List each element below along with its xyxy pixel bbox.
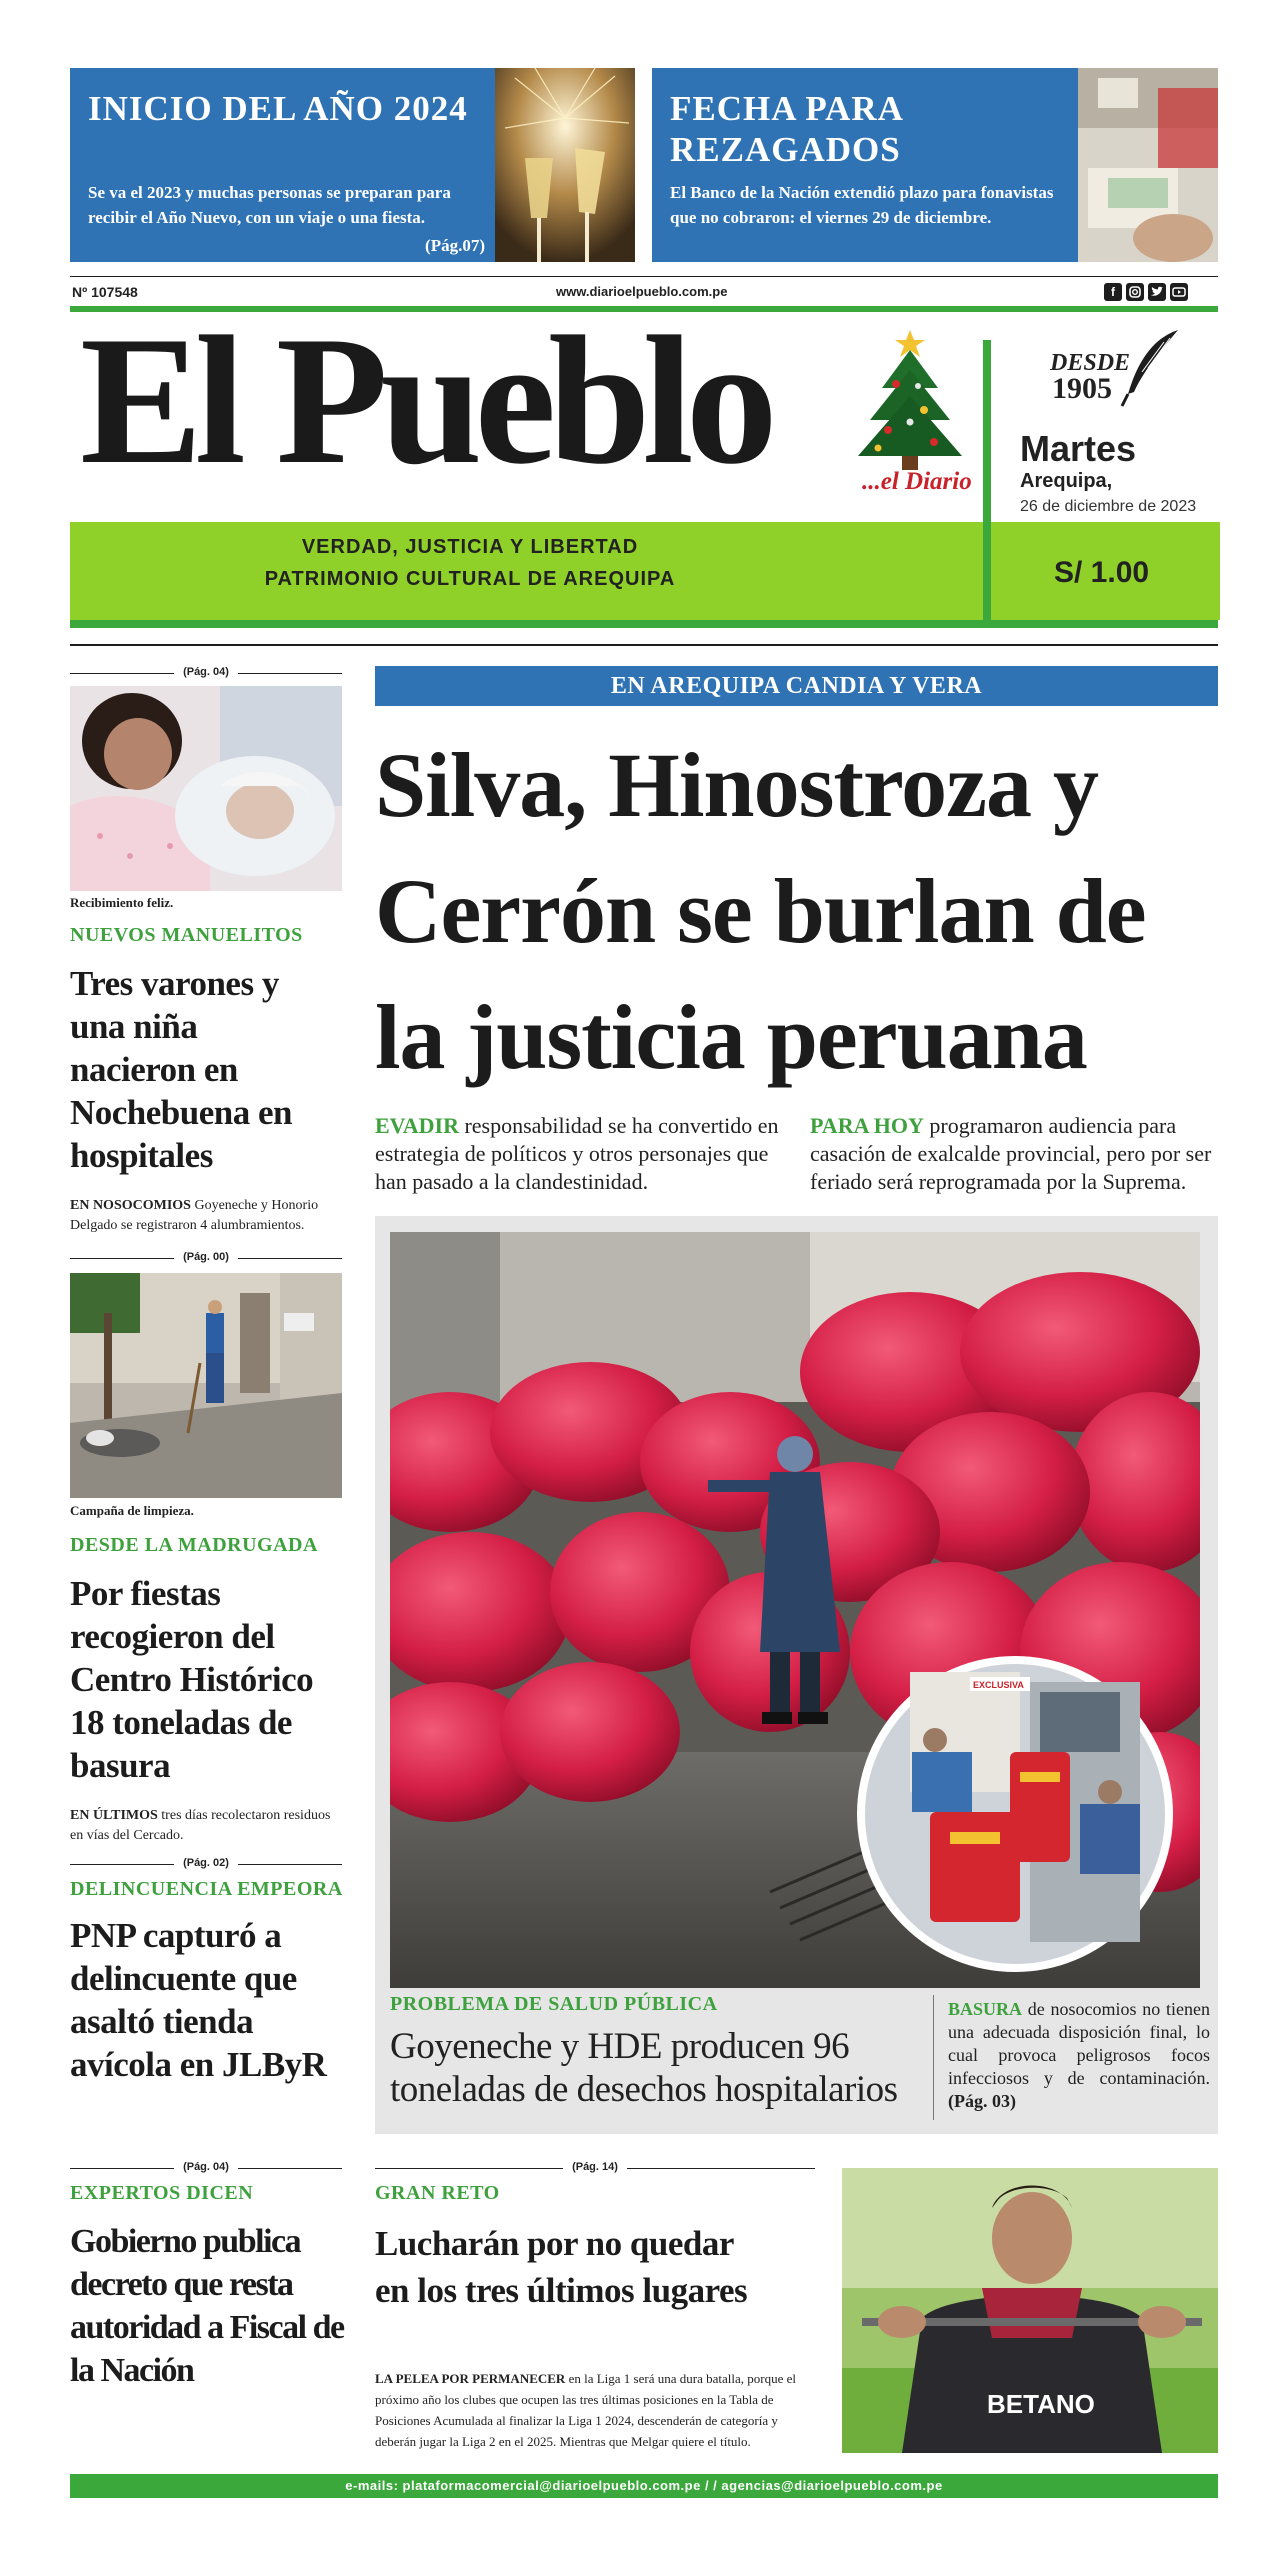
story-lead: [375, 2368, 820, 2452]
main-headline[interactable]: Silva, Hinostroza y Cerrón se burlan de la justicia peruana: [375, 734, 1146, 1088]
story-headline[interactable]: Por fiestas recogieron del Centro Histórico 18 toneladas de basura: [70, 1574, 314, 1785]
instagram-icon[interactable]: [1126, 283, 1144, 301]
since-label: DESDE: [1050, 350, 1131, 376]
price: S/ 1.00: [1054, 556, 1150, 589]
weekday: Martes: [1020, 428, 1137, 469]
teaser-new-year[interactable]: [70, 68, 635, 262]
top-rule: [70, 276, 1218, 277]
city: Arequipa,: [1020, 470, 1113, 492]
teaser-text: Se va el 2023 y muchas personas se preparan para recibir el Año Nuevo, con un viaje o una fiesta.: [88, 183, 451, 227]
photo-page-ref: (Pág. 03): [948, 2091, 1016, 2111]
photo-story-divider: [933, 1995, 934, 2120]
page-ref: (Pág. 04): [174, 2161, 238, 2173]
motto-line-1: VERDAD, JUSTICIA Y LIBERTAD: [301, 536, 639, 558]
photo-caption: Campaña de limpieza.: [70, 1503, 194, 1518]
issue-number: Nº 107548: [72, 284, 138, 300]
masthead-vertical-divider: [983, 340, 991, 620]
deck-left-text: responsabilidad se ha convertido en estrategia de políticos y otros personajes que han pasado a la clandestinidad.: [375, 1113, 779, 1194]
lead-text: tres días recolectaron residuos en vías del Cercado.: [70, 1808, 331, 1843]
issue-date: 26 de diciembre de 2023: [1020, 498, 1197, 515]
teaser-text: El Banco de la Nación extendió plazo para fonavistas que no cobraron: el viernes 29 de diciembre.: [670, 183, 1054, 227]
twitter-icon[interactable]: [1148, 283, 1166, 301]
page-ref: (Pág. 04): [174, 666, 238, 678]
story-headline[interactable]: Lucharán por no quedar en los tres últimos lugares: [375, 2224, 748, 2310]
founding-year: 1905: [1052, 372, 1112, 405]
football-player-photo: [842, 2168, 1218, 2453]
facebook-icon[interactable]: f: [1104, 283, 1122, 301]
masthead-bottom-rule: [70, 620, 1218, 628]
lead-bold: LA PELEA POR PERMANECER: [375, 2371, 566, 2386]
deck-right-text: programaron audiencia para casación de exalcalde provincial, pero por ser feriado será reprogramada por la Suprema.: [810, 1113, 1212, 1194]
website-url[interactable]: www.diarioelpueblo.com.pe: [556, 284, 728, 299]
story-kicker: GRAN RETO: [375, 2182, 500, 2204]
deck-right: [810, 1112, 1220, 1196]
photo-text-body: de nosocomios no tienen una adecuada disposición final, lo cual provoca peligrosos focos infecciosos y de contaminación.: [948, 1999, 1210, 2088]
champagne-toast-photo: [495, 68, 635, 262]
deck-left: [375, 1112, 785, 1196]
deck-left-bold: EVADIR: [375, 1113, 459, 1138]
story-headline[interactable]: Gobierno publica decreto que resta autoridad a Fiscal de la Nación: [70, 2223, 344, 2389]
story-headline[interactable]: Tres varones y una niña nacieron en Nochebuena en hospitales: [70, 964, 292, 1175]
inset-label: EXCLUSIVA: [973, 1680, 1024, 1690]
story-kicker: DESDE LA MADRUGADA: [70, 1534, 318, 1556]
teaser-page-ref: (Pág.07): [425, 236, 485, 255]
newborn-photo: [70, 686, 342, 891]
newspaper-logo[interactable]: El Pueblo: [80, 298, 770, 502]
christmas-tree-icon: [848, 326, 972, 474]
photo-story-headline[interactable]: Goyeneche y HDE producen 96 toneladas de desechos hospitalarios: [390, 2026, 898, 2110]
street-cleaning-photo: [70, 1273, 342, 1498]
lead-bold: EN ÚLTIMOS: [70, 1808, 158, 1823]
photo-text-bold: BASURA: [948, 1999, 1023, 2019]
quill-pen-icon: [1118, 328, 1182, 408]
teaser-title: FECHA PARA REZAGADOS: [670, 89, 902, 169]
masthead-thin-rule: [70, 644, 1218, 646]
story-headline[interactable]: PNP capturó a delincuente que asaltó tienda avícola en JLByR: [70, 1916, 327, 2084]
lead-text: Goyeneche y Honorio Delgado se registraron 4 alumbramientos.: [70, 1198, 319, 1233]
footer-emails[interactable]: e-mails: plataformacomercial@diarioelpueblo.com.pe / / agencias@diarioelpueblo.com.pe: [70, 2474, 1218, 2498]
deck-right-bold: PARA HOY: [810, 1113, 924, 1138]
medical-waste-photo[interactable]: [390, 1232, 1200, 1988]
page-ref: (Pág. 00): [174, 1251, 238, 1263]
page-ref: (Pág. 02): [174, 1857, 238, 1869]
story-kicker: DELINCUENCIA EMPEORA: [70, 1878, 343, 1900]
teaser-late-payments[interactable]: [652, 68, 1218, 262]
teaser-title: INICIO DEL AÑO 2024: [88, 89, 468, 128]
bank-counter-photo: [1078, 68, 1218, 262]
main-story-strip: EN AREQUIPA CANDIA Y VERA: [375, 666, 1218, 706]
photo-story-kicker: PROBLEMA DE SALUD PÚBLICA: [390, 1993, 718, 2015]
page-ref: (Pág. 14): [563, 2161, 627, 2173]
photo-story-text: [948, 1998, 1210, 2113]
story-lead: [70, 1806, 342, 1846]
shirt-sponsor: BETANO: [987, 2389, 1095, 2419]
story-kicker: EXPERTOS DICEN: [70, 2182, 254, 2204]
logo-tagline: ...el Diario: [862, 468, 972, 495]
youtube-icon[interactable]: [1170, 283, 1188, 301]
motto-line-2: PATRIMONIO CULTURAL DE AREQUIPA: [264, 568, 676, 590]
story-lead: [70, 1196, 342, 1236]
lead-text: en la Liga 1 será una dura batalla, porque el próximo año los clubes que ocupen las tres últimas posiciones en la Tabla de Posiciones Acumulada al finalizar la Liga 1 2024, descenderán de categoría y deberán jugar la Liga 2 en el 2025. Mientras que Melgar quiere el título.: [375, 2371, 796, 2449]
story-kicker: NUEVOS MANUELITOS: [70, 924, 303, 946]
lead-bold: EN NOSOCOMIOS: [70, 1198, 191, 1213]
photo-caption: Recibimiento feliz.: [70, 895, 174, 910]
